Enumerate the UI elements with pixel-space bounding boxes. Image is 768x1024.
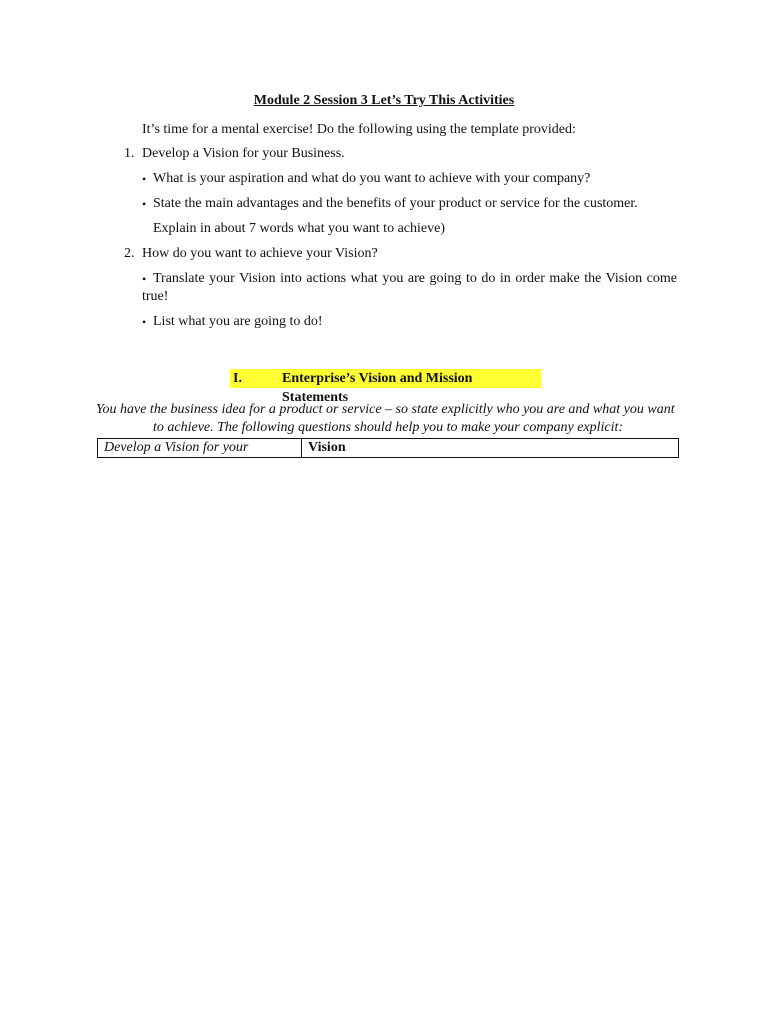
table-cell-vision-header: Vision — [302, 439, 679, 458]
table-cell-left-header: Develop a Vision for your — [98, 439, 302, 458]
bullet-item — [142, 170, 677, 188]
page-title: Module 2 Session 3 Let’s Try This Activities — [253, 93, 515, 108]
numbered-item-1 — [124, 145, 345, 163]
item-number: 1. — [124, 146, 135, 161]
bullet-text: State the main advantages and the benefits of your product or service for the customer. — [153, 196, 638, 211]
bullet-text: Translate your Vision into actions what you are going to do in order make the Vision come true! — [142, 271, 677, 304]
section-heading — [230, 369, 541, 405]
section-title: Enterprise’s Vision and Mission Statements — [282, 371, 473, 405]
continuation-text: Explain in about 7 words what you want to achieve) — [153, 221, 445, 236]
instruction-paragraph — [96, 401, 680, 437]
bullet-text: List what you are going to do! — [153, 314, 323, 329]
bullet-icon: • — [142, 197, 147, 211]
intro-text: It’s time for a mental exercise! Do the following using the template provided: — [142, 122, 576, 137]
bullet-icon: • — [142, 315, 147, 329]
bullet-item — [142, 195, 677, 213]
bullet-item — [142, 313, 677, 331]
item-text: Develop a Vision for your Business. — [142, 146, 345, 161]
numbered-item-2 — [124, 245, 378, 263]
instruction-line-1: You have the business idea for a product or service – so state explicitly who you are and what you want — [96, 402, 675, 417]
bullet-icon: • — [142, 172, 147, 186]
item-number: 2. — [124, 246, 135, 261]
table-row — [98, 439, 679, 458]
section-number: I. — [233, 371, 242, 386]
vision-table — [97, 438, 679, 458]
instruction-line-2: to achieve. The following questions should help you to make your company explicit: — [153, 420, 624, 435]
bullet-item — [142, 270, 677, 306]
item-text: How do you want to achieve your Vision? — [142, 246, 378, 261]
bullet-icon: • — [142, 272, 147, 286]
bullet-text: What is your aspiration and what do you want to achieve with your company? — [153, 171, 591, 186]
